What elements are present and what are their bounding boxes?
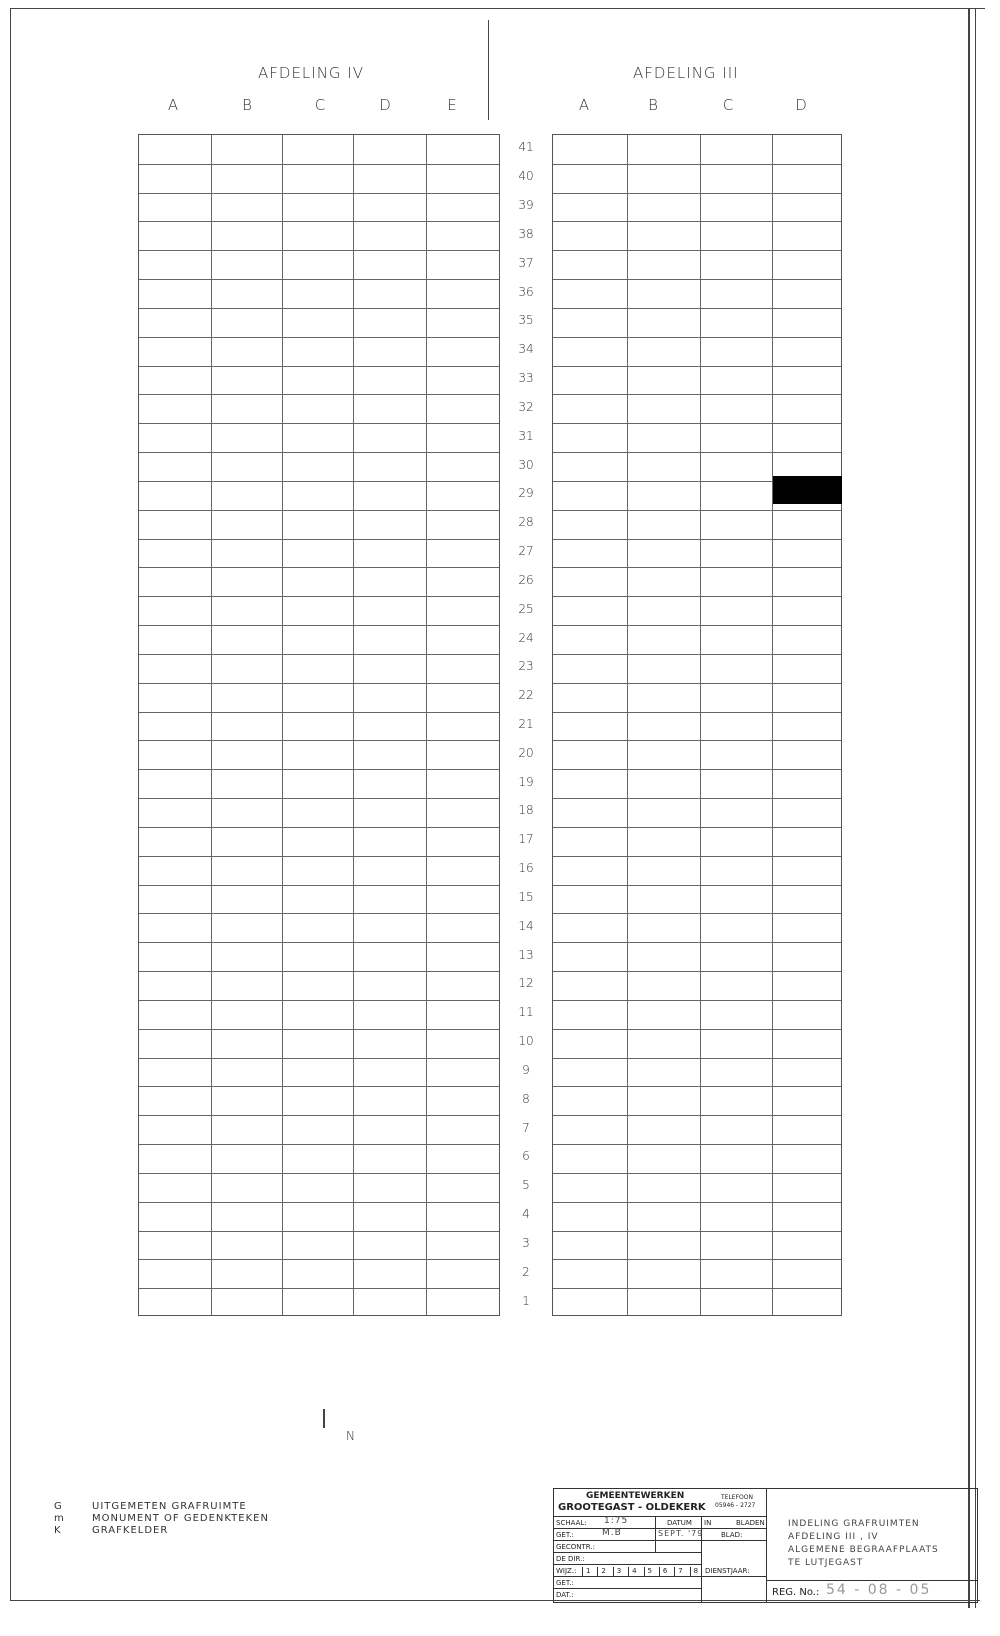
grid-row-line [139, 683, 499, 684]
wijz-number: 4 [628, 1567, 636, 1576]
row-number: 19 [518, 774, 534, 789]
row-number: 14 [518, 918, 534, 933]
redaction-block [773, 476, 842, 504]
wijz-number: 3 [613, 1567, 621, 1576]
grid-row-line [139, 740, 499, 741]
legend-item [54, 1525, 269, 1537]
row-number: 17 [518, 832, 534, 847]
tb-rule [554, 1540, 766, 1541]
grid-row-line [553, 452, 841, 453]
grid-row-line [139, 308, 499, 309]
row-number: 22 [518, 688, 534, 703]
grid-column-line [211, 135, 212, 1315]
row-number: 15 [518, 889, 534, 904]
grid-row-line [553, 913, 841, 914]
grid-row-line [553, 769, 841, 770]
wijz-number: 8 [690, 1567, 698, 1576]
row-number: 5 [522, 1178, 530, 1193]
grid-row-line [553, 654, 841, 655]
row-number: 16 [518, 861, 534, 876]
legend-text: MONUMENT OF GEDENKTEKEN [92, 1513, 269, 1524]
row-number: 31 [518, 428, 534, 443]
grave-grid-afdeling-iv [138, 134, 500, 1316]
grid-row-line [553, 539, 841, 540]
grid-row-line [553, 221, 841, 222]
grid-row-line [139, 625, 499, 626]
row-number: 13 [518, 947, 534, 962]
grid-row-line [553, 510, 841, 511]
grid-row-line [553, 856, 841, 857]
row-number: 1 [522, 1293, 530, 1308]
grid-row-line [139, 193, 499, 194]
row-number: 8 [522, 1091, 530, 1106]
datum-value: SEPT. '79 [658, 1529, 704, 1538]
grid-row-line [139, 712, 499, 713]
section-title-iv: AFDELING IV [258, 64, 364, 82]
grid-row-line [553, 885, 841, 886]
wijz-number: 2 [597, 1567, 605, 1576]
row-number: 10 [518, 1034, 534, 1049]
grid-row-line [553, 625, 841, 626]
grid-row-line [553, 366, 841, 367]
reg-number-stamp: 54 - 08 - 05 [826, 1582, 932, 1598]
col-label-iii-a: A [578, 96, 590, 114]
grid-row-line [553, 596, 841, 597]
grid-row-line [139, 1086, 499, 1087]
legend-key: m [54, 1513, 65, 1524]
grid-row-line [553, 250, 841, 251]
grid-row-line [139, 279, 499, 280]
grid-row-line [139, 654, 499, 655]
grid-row-line [553, 394, 841, 395]
legend-item [54, 1501, 269, 1513]
grid-column-line [353, 135, 354, 1315]
grid-row-line [139, 221, 499, 222]
schaal-label: SCHAAL: [556, 1519, 587, 1527]
col-label-iv-b: B [242, 96, 252, 114]
sheet-border-right-2 [975, 8, 976, 1608]
description-line-3: ALGEMENE BEGRAAFPLAATS [788, 1545, 939, 1555]
grid-row-line [139, 856, 499, 857]
grid-row-line [553, 1202, 841, 1203]
grid-row-line [553, 308, 841, 309]
row-number: 20 [518, 745, 534, 760]
grid-row-line [139, 1144, 499, 1145]
legend-key: G [54, 1501, 63, 1512]
grid-row-line [139, 971, 499, 972]
row-number: 4 [522, 1207, 530, 1222]
grid-row-line [139, 1029, 499, 1030]
grid-row-line [139, 1000, 499, 1001]
sheet-border-top [10, 8, 985, 9]
row-number: 12 [518, 976, 534, 991]
legend [54, 1501, 269, 1537]
sheet-border-left [10, 8, 11, 1600]
tb-rule [554, 1516, 766, 1517]
row-number: 33 [518, 371, 534, 386]
row-number: 3 [522, 1235, 530, 1250]
grid-row-line [553, 1259, 841, 1260]
legend-text: UITGEMETEN GRAFRUIMTE [92, 1501, 247, 1512]
wijz-label: WIJZ.: [556, 1567, 577, 1575]
grid-row-line [139, 452, 499, 453]
bladen-label: BLADEN [736, 1519, 765, 1527]
row-number: 36 [518, 284, 534, 299]
gecontr-label: GECONTR.: [556, 1543, 595, 1551]
grid-row-line [139, 337, 499, 338]
grid-row-line [139, 481, 499, 482]
row-number: 6 [522, 1149, 530, 1164]
row-number: 37 [518, 255, 534, 270]
grid-row-line [553, 798, 841, 799]
tb-rule-v [655, 1516, 656, 1552]
title-block [553, 1488, 978, 1603]
dedir-label: DE DIR.: [556, 1555, 585, 1563]
get2-label: GET.: [556, 1579, 574, 1587]
grid-row-line [553, 1231, 841, 1232]
grid-row-line [553, 164, 841, 165]
grid-row-line [139, 164, 499, 165]
schaal-value: 1:75 [604, 1516, 629, 1526]
grid-row-line [139, 394, 499, 395]
grid-row-line [139, 1202, 499, 1203]
grid-row-line [139, 798, 499, 799]
row-number: 34 [518, 342, 534, 357]
tb-rule [554, 1588, 701, 1589]
grid-row-line [139, 1259, 499, 1260]
north-arrow-icon [323, 1409, 325, 1428]
grid-row-line [139, 1231, 499, 1232]
grid-row-line [553, 1144, 841, 1145]
row-number: 24 [518, 630, 534, 645]
sheet-border-right [968, 8, 970, 1608]
row-number: 40 [518, 169, 534, 184]
title-block-divider [766, 1489, 767, 1602]
grid-column-line [772, 135, 773, 1315]
north-label: N [346, 1429, 355, 1443]
grid-row-line [139, 423, 499, 424]
row-number: 11 [518, 1005, 534, 1020]
org-location: GROOTEGAST - OLDEKERK [558, 1502, 706, 1513]
row-number: 35 [518, 313, 534, 328]
dat-label: DAT.: [556, 1591, 574, 1599]
row-number: 39 [518, 198, 534, 213]
grid-row-line [139, 510, 499, 511]
in-label: IN [704, 1519, 712, 1527]
description-line-1: INDELING GRAFRUIMTEN [788, 1519, 920, 1529]
get-label: GET.: [556, 1531, 574, 1539]
grid-row-line [553, 337, 841, 338]
row-number: 30 [518, 457, 534, 472]
grid-row-line [553, 1288, 841, 1289]
row-number-column [506, 134, 546, 1316]
legend-item [54, 1513, 269, 1525]
description-line-4: TE LUTJEGAST [788, 1558, 864, 1568]
datum-label: DATUM [667, 1519, 692, 1527]
section-title-iii: AFDELING III [633, 64, 739, 82]
grid-row-line [139, 539, 499, 540]
grid-row-line [139, 1288, 499, 1289]
grid-column-line [426, 135, 427, 1315]
tb-rule [554, 1576, 766, 1577]
grid-row-line [553, 1086, 841, 1087]
phone-number: 05946 - 2727 [715, 1502, 756, 1509]
grid-row-line [553, 279, 841, 280]
wijz-number: 7 [674, 1567, 682, 1576]
row-number: 2 [522, 1264, 530, 1279]
grid-row-line [139, 596, 499, 597]
grid-row-line [553, 827, 841, 828]
row-number: 21 [518, 717, 534, 731]
grid-row-line [139, 1173, 499, 1174]
grave-grid-afdeling-iii [552, 134, 842, 1316]
phone-label: TELEFOON [721, 1494, 753, 1501]
grid-row-line [553, 740, 841, 741]
row-number: 7 [522, 1120, 530, 1135]
col-label-iv-e: E [447, 96, 457, 114]
row-number: 41 [518, 140, 534, 155]
col-label-iii-b: B [648, 96, 658, 114]
tb-rule [554, 1552, 701, 1553]
row-number: 9 [522, 1062, 530, 1077]
wijz-number: 5 [644, 1567, 652, 1576]
description-line-2: AFDELING III , IV [788, 1532, 879, 1542]
row-number: 32 [518, 399, 534, 414]
grid-row-line [139, 1058, 499, 1059]
row-number: 26 [518, 572, 534, 587]
tb-rule [766, 1580, 978, 1581]
grid-column-line [700, 135, 701, 1315]
row-number: 27 [518, 544, 534, 559]
grid-row-line [139, 250, 499, 251]
grid-row-line [553, 567, 841, 568]
grid-row-line [139, 942, 499, 943]
org-name: GEMEENTEWERKEN [586, 1491, 685, 1501]
wijz-number: 1 [582, 1567, 590, 1576]
row-number: 28 [518, 515, 534, 530]
row-number: 29 [518, 486, 534, 501]
row-number: 38 [518, 226, 534, 241]
grid-row-line [553, 683, 841, 684]
grid-column-line [627, 135, 628, 1315]
legend-key: K [54, 1525, 62, 1536]
grid-row-line [553, 1173, 841, 1174]
grid-row-line [553, 971, 841, 972]
col-label-iii-d: D [795, 96, 807, 114]
grid-row-line [553, 942, 841, 943]
grid-row-line [139, 827, 499, 828]
dienstjaar-label: DIENSTJAAR: [705, 1567, 750, 1575]
grid-row-line [139, 567, 499, 568]
reg-label: REG. No.: [772, 1587, 820, 1598]
wijz-number-row [578, 1564, 701, 1576]
wijz-number: 6 [659, 1567, 667, 1576]
legend-text: GRAFKELDER [92, 1525, 169, 1536]
grid-row-line [553, 712, 841, 713]
grid-row-line [139, 885, 499, 886]
section-divider [488, 20, 489, 120]
col-label-iv-c: C [314, 96, 326, 114]
row-number: 25 [518, 601, 534, 616]
blad-label: BLAD: [721, 1531, 743, 1539]
grid-row-line [139, 1115, 499, 1116]
grid-row-line [553, 1058, 841, 1059]
grid-row-line [553, 423, 841, 424]
grid-row-line [553, 1000, 841, 1001]
grid-row-line [139, 769, 499, 770]
grid-row-line [553, 1115, 841, 1116]
grid-row-line [139, 913, 499, 914]
grid-row-line [553, 1029, 841, 1030]
grid-row-line [553, 193, 841, 194]
grid-column-line [282, 135, 283, 1315]
row-number: 23 [518, 659, 534, 674]
get-value: M.B [602, 1528, 622, 1538]
grid-row-line [139, 366, 499, 367]
row-number: 18 [518, 803, 534, 818]
col-label-iv-a: A [167, 96, 179, 114]
col-label-iii-c: C [722, 96, 734, 114]
col-label-iv-d: D [379, 96, 391, 114]
